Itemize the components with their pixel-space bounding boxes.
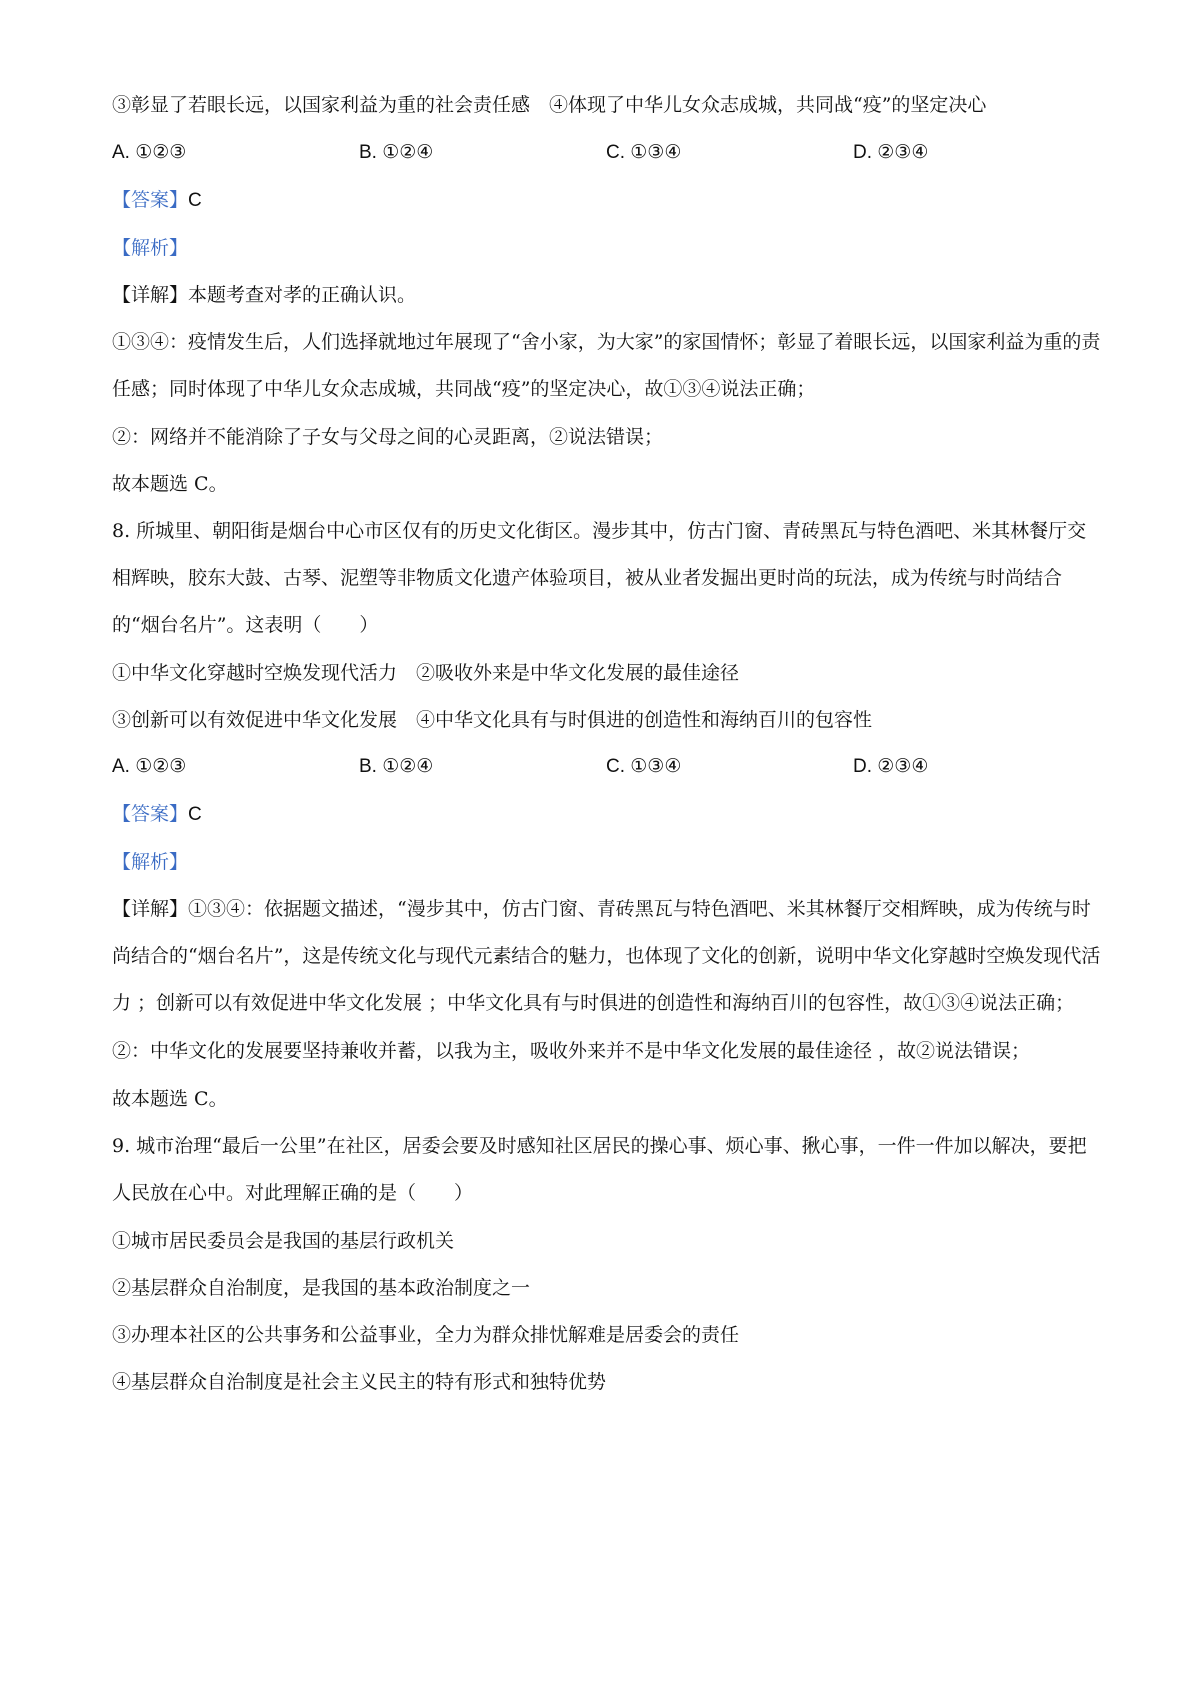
q7-choice-d: D. ②③④	[853, 142, 929, 163]
q8-choices	[112, 752, 1102, 782]
q8-answer-value: C	[188, 804, 202, 825]
q8-answer-label: 【答案】	[112, 803, 189, 825]
q7-choice-a: A. ①②③	[112, 142, 187, 163]
q8-option-line-1: ①中华文化穿越时空焕发现代活力 ②吸收外来是中华文化发展的最佳途径	[112, 662, 740, 684]
q8-stem: 8. 所城里、朝阳街是烟台中心市区仅有的历史文化街区。漫步其中，仿古门窗、青砖黑瓦与特色酒吧、米其林餐厅交相辉映，胶东大鼓、古琴、泥塑等非物质文化遗产体验项目，被从业者发掘出更时尚的玩法，成为传统与时尚结合的“烟台名片”。这表明（ ）	[112, 520, 1087, 636]
q8-choice-c: C. ①③④	[606, 756, 682, 777]
q8-analysis-label: 【解析】	[112, 851, 189, 873]
q8-answer	[112, 799, 1102, 830]
q7-analysis-label: 【解析】	[112, 237, 189, 259]
q7-conclusion: 故本题选 C。	[112, 473, 228, 495]
q9-option-4: ④基层群众自治制度是社会主义民主的特有形式和独特优势	[112, 1371, 607, 1393]
q7-answer	[112, 185, 1102, 216]
q8-choice-a: A. ①②③	[112, 756, 187, 777]
q8-conclusion: 故本题选 C。	[112, 1088, 228, 1110]
q8-wrong: ②：中华文化的发展要坚持兼收并蓄，以我为主，吸收外来并不是中华文化发展的最佳途径 ，故②说法错误；	[112, 1040, 1031, 1062]
q8-option-line-2: ③创新可以有效促进中华文化发展 ④中华文化具有与时俱进的创造性和海纳百川的包容性	[112, 709, 873, 731]
q7-answer-value: C	[188, 190, 202, 211]
q7-explanation: ①③④：疫情发生后，人们选择就地过年展现了“舍小家，为大家”的家国情怀；彰显了着眼长远，以国家利益为重的责任感；同时体现了中华儿女众志成城，共同战“疫”的坚定决心，故①③④说法正确；	[112, 331, 1101, 400]
q9-option-1: ①城市居民委员会是我国的基层行政机关	[112, 1230, 455, 1252]
q7-choice-b: B. ①②④	[359, 142, 434, 163]
q7-wrong: ②：网络并不能消除了子女与父母之间的心灵距离，②说法错误；	[112, 426, 664, 448]
q9-option-3: ③办理本社区的公共事务和公益事业，全力为群众排忧解难是居委会的责任	[112, 1324, 740, 1346]
q7-option-line: ③彰显了若眼长远，以国家利益为重的社会责任感 ④体现了中华儿女众志成城，共同战“疫”的坚定决心	[112, 94, 987, 116]
q8-choice-d: D. ②③④	[853, 756, 929, 777]
q7-choices	[112, 138, 1102, 168]
q7-detail: 【详解】本题考查对孝的正确认识。	[112, 284, 417, 306]
q9-option-2: ②基层群众自治制度，是我国的基本政治制度之一	[112, 1277, 531, 1299]
q8-choice-b: B. ①②④	[359, 756, 434, 777]
q8-detail: 【详解】①③④：依据题文描述，“漫步其中，仿古门窗、青砖黑瓦与特色酒吧、米其林餐厅交相辉映，成为传统与时尚结合的“烟台名片”，这是传统文化与现代元素结合的魅力，也体现了文化的创新，说明中华文化穿越时空焕发现代活力 ；创新可以有效促进中华文化发展 ；中华文化具有与时俱进的创造性和海纳百川的包容性，故①③④说法正确；	[112, 898, 1101, 1014]
q7-answer-label: 【答案】	[112, 189, 189, 211]
document-page	[112, 90, 1102, 1414]
q7-choice-c: C. ①③④	[606, 142, 682, 163]
q9-stem: 9. 城市治理“最后一公里”在社区，居委会要及时感知社区居民的操心事、烦心事、揪心事，一件一件加以解决，要把人民放在心中。对此理解正确的是（ ）	[112, 1135, 1087, 1204]
